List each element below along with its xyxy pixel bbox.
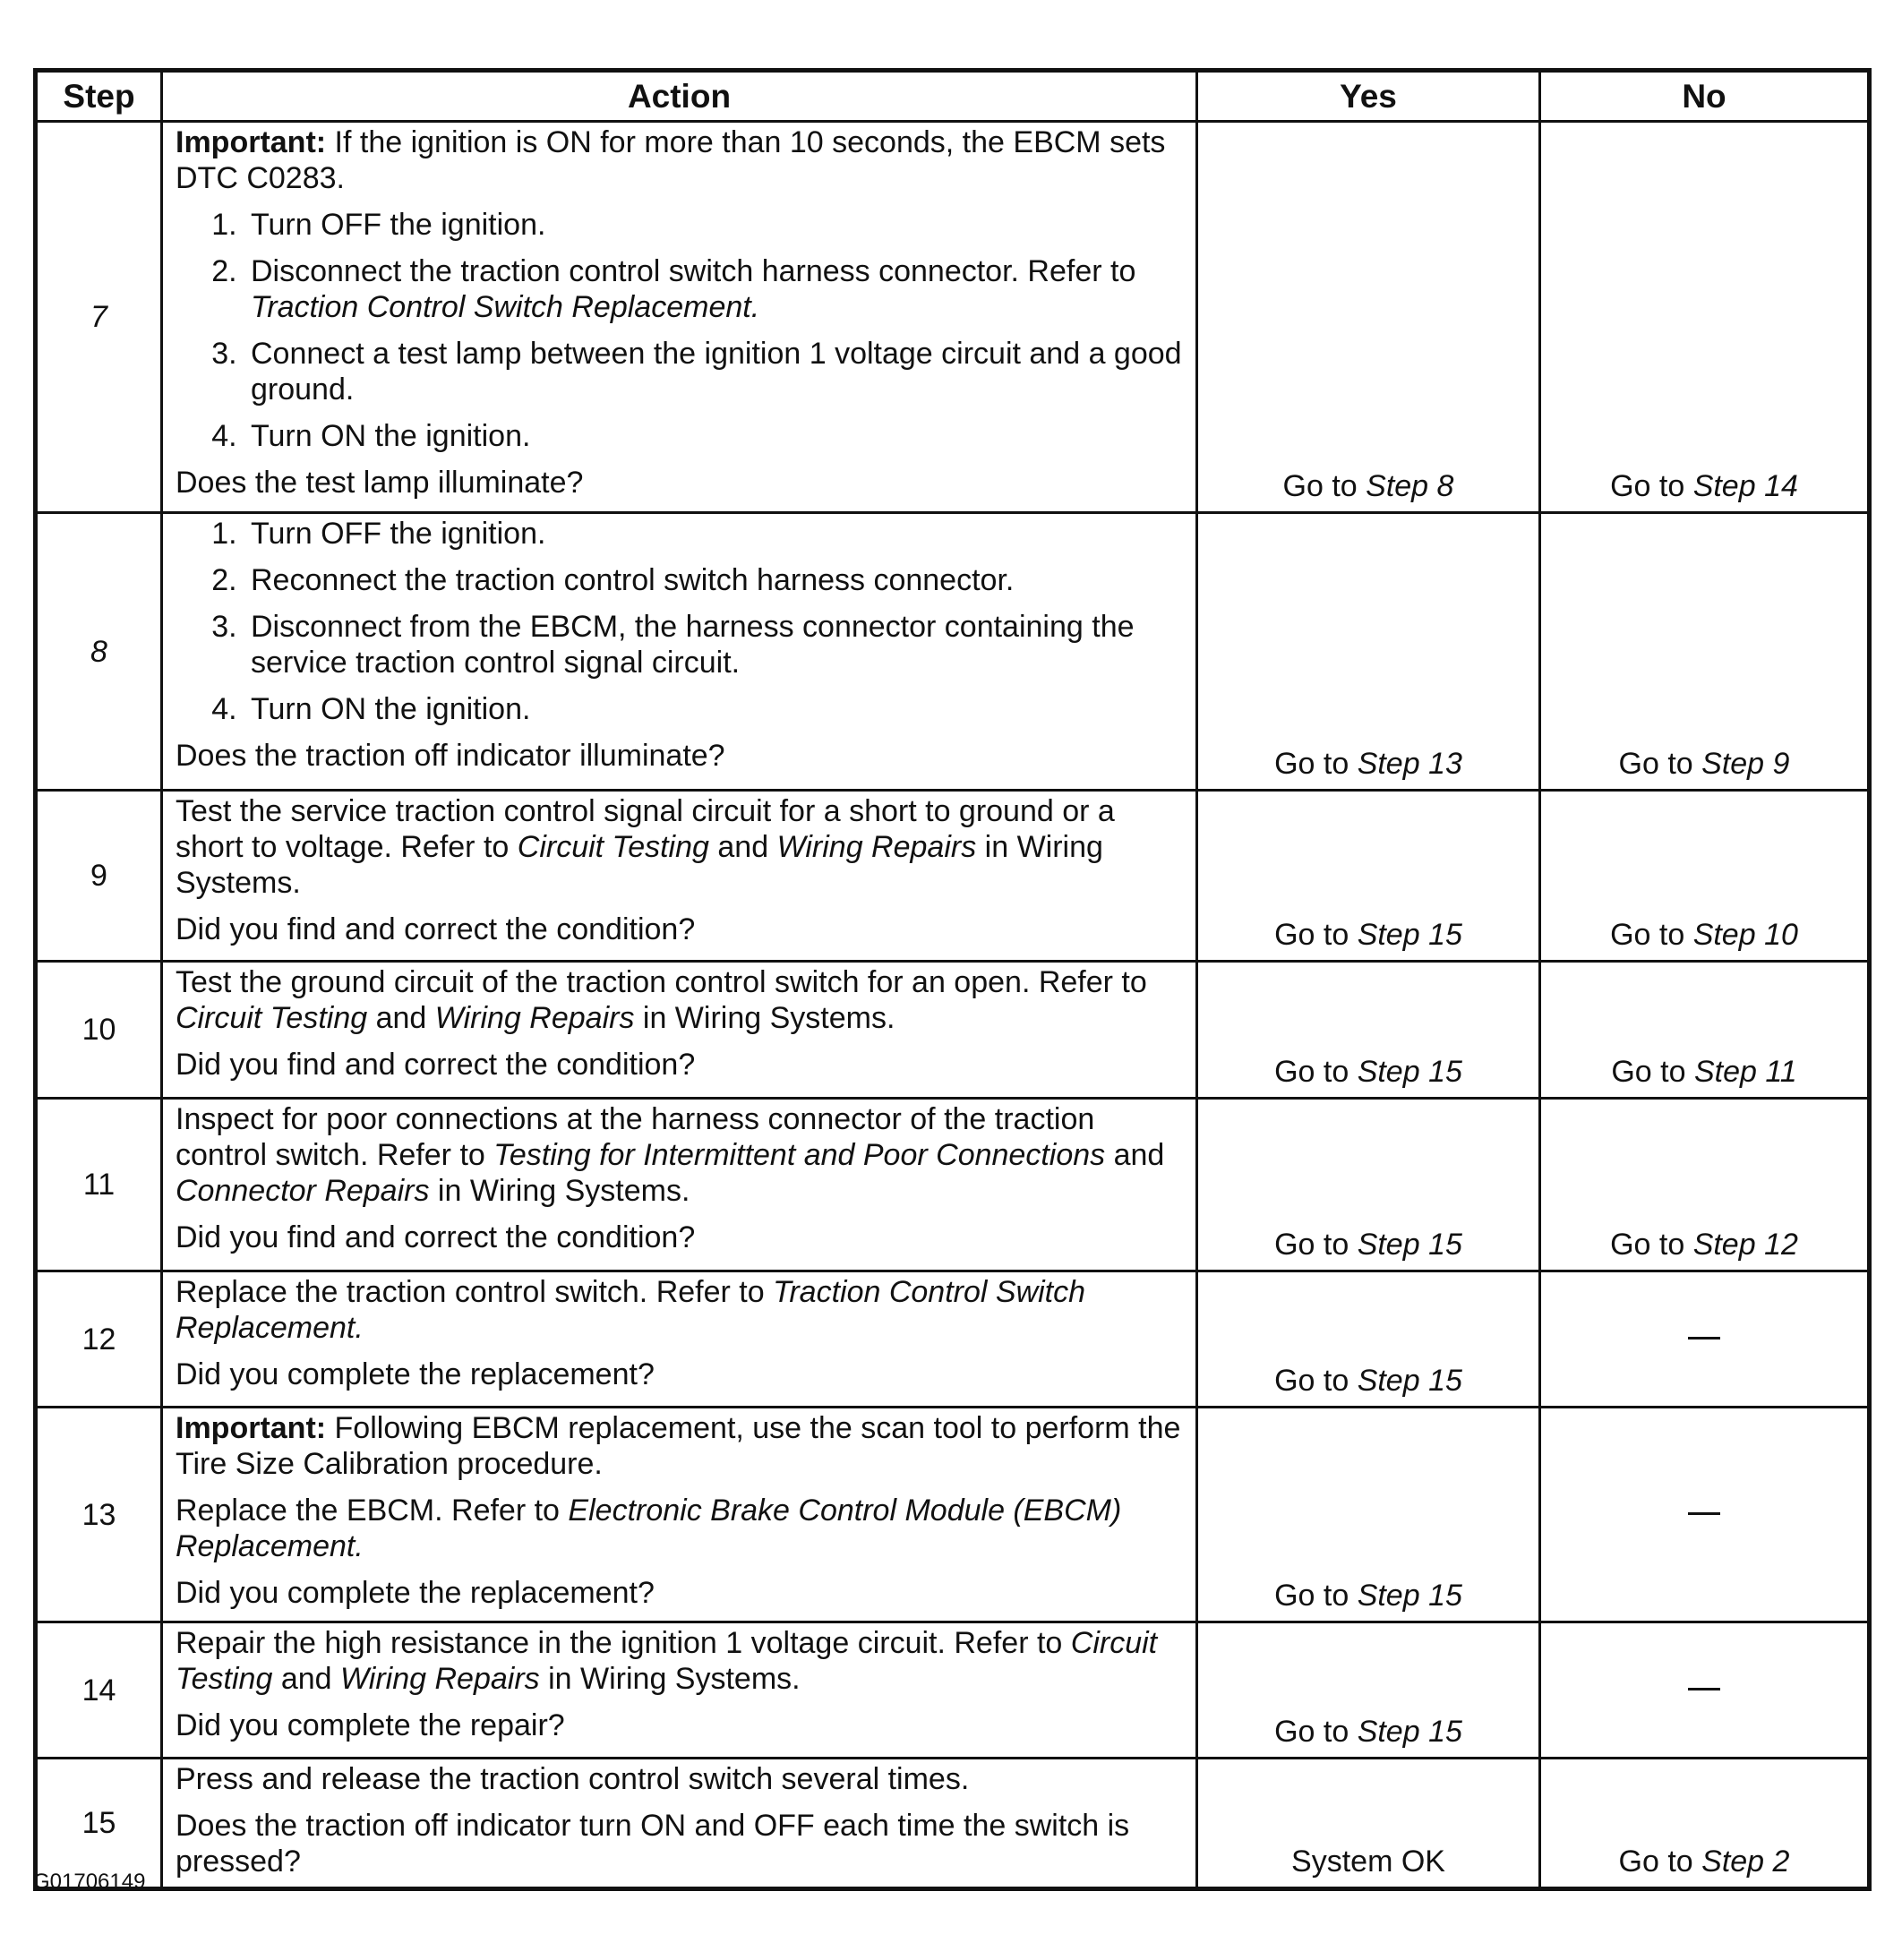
- procedure-list: [176, 516, 1183, 727]
- action-cell: [162, 791, 1197, 962]
- step-reference: Step 15: [1357, 918, 1462, 952]
- important-note: Important: If the ignition is ON for more than 10 seconds, the EBCM sets DTC C0283.: [176, 125, 1166, 195]
- step-number: 15: [36, 1759, 162, 1889]
- table-row: [36, 962, 1870, 1099]
- yes-cell: Go to Step 15: [1197, 1099, 1540, 1271]
- step-number: 12: [36, 1271, 162, 1408]
- reference-link: Wiring Repairs: [340, 1662, 540, 1696]
- header-row: [36, 71, 1870, 122]
- yes-cell: Go to Step 15: [1197, 791, 1540, 962]
- action-cell: [162, 1622, 1197, 1759]
- action-text: Replace the EBCM. Refer to Electronic Brake Control Module (EBCM) Replacement.: [176, 1494, 1122, 1563]
- action-text: Press and release the traction control switch several times.: [176, 1762, 970, 1796]
- action-cell: [162, 1759, 1197, 1889]
- list-item: 3. Disconnect from the EBCM, the harness connector containing the service traction control signal circuit.: [245, 609, 1183, 680]
- yes-cell: Go to Step 15: [1197, 1622, 1540, 1759]
- step-number: 14: [36, 1622, 162, 1759]
- reference-link: Testing for Intermittent and Poor Connections: [493, 1138, 1106, 1172]
- question: Did you complete the replacement?: [176, 1576, 655, 1610]
- procedure-list: [176, 207, 1183, 454]
- no-cell: Go to Step 12: [1540, 1099, 1870, 1271]
- figure-id: G01706149: [33, 1870, 146, 1894]
- question: Did you complete the replacement?: [176, 1357, 655, 1391]
- table-row: [36, 1759, 1870, 1889]
- header-action: Action: [162, 71, 1197, 122]
- reference-link: Electronic Brake Control Module (EBCM) Replacement.: [176, 1494, 1122, 1563]
- step-number: 8: [36, 513, 162, 791]
- reference-link: Circuit Testing: [176, 1626, 1158, 1696]
- no-cell: [1540, 1408, 1870, 1622]
- no-cell: [1540, 1622, 1870, 1759]
- step-reference: Step 8: [1366, 469, 1454, 503]
- list-item: 2. Disconnect the traction control switch harness connector. Refer to Traction Control Switch Replacement.: [245, 253, 1183, 325]
- reference-link: Traction Control Switch Replacement.: [251, 290, 760, 324]
- no-cell: Go to Step 11: [1540, 962, 1870, 1099]
- table-row: [36, 1271, 1870, 1408]
- action-cell: [162, 962, 1197, 1099]
- table-row: [36, 1622, 1870, 1759]
- reference-link: Traction Control Switch Replacement.: [176, 1275, 1086, 1345]
- step-reference: Step 2: [1701, 1844, 1790, 1879]
- step-number: 9: [36, 791, 162, 962]
- yes-cell: Go to Step 15: [1197, 1271, 1540, 1408]
- step-reference: Step 9: [1701, 747, 1790, 781]
- table-row: [36, 791, 1870, 962]
- action-text: Inspect for poor connections at the harness connector of the traction control switch. Refer to Testing for Intermittent and Poor Connections and Connector Repairs in Wiring Systems.: [176, 1102, 1165, 1208]
- list-item: 1. Turn OFF the ignition.: [245, 207, 1183, 243]
- reference-link: Connector Repairs: [176, 1174, 430, 1208]
- reference-link: Wiring Repairs: [776, 830, 977, 864]
- list-item: 4. Turn ON the ignition.: [245, 418, 1183, 454]
- step-reference: Step 10: [1692, 918, 1798, 952]
- dash-mark: [1688, 1512, 1720, 1515]
- important-label: Important:: [176, 1411, 327, 1445]
- list-item: 3. Connect a test lamp between the ignition 1 voltage circuit and a good ground.: [245, 336, 1183, 407]
- no-cell: Go to Step 9: [1540, 513, 1870, 791]
- question: Does the test lamp illuminate?: [176, 466, 584, 500]
- action-cell: [162, 513, 1197, 791]
- reference-link: Wiring Repairs: [434, 1001, 635, 1035]
- step-reference: Step 11: [1693, 1055, 1797, 1089]
- action-cell: [162, 1271, 1197, 1408]
- question: Did you find and correct the condition?: [176, 1048, 696, 1082]
- table-row: [36, 122, 1870, 513]
- action-cell: [162, 1408, 1197, 1622]
- diagnostic-table: [33, 68, 1872, 1891]
- action-cell: [162, 122, 1197, 513]
- important-label: Important:: [176, 125, 327, 159]
- reference-link: Circuit Testing: [176, 1001, 368, 1035]
- dash-mark: [1688, 1688, 1720, 1690]
- step-reference: Step 15: [1357, 1055, 1462, 1089]
- no-cell: [1540, 1271, 1870, 1408]
- question: Did you find and correct the condition?: [176, 1220, 696, 1254]
- yes-cell: Go to Step 15: [1197, 1408, 1540, 1622]
- table-row: [36, 513, 1870, 791]
- step-number: 11: [36, 1099, 162, 1271]
- step-number: 13: [36, 1408, 162, 1622]
- step-number: 7: [36, 122, 162, 513]
- important-note: Important: Following EBCM replacement, use the scan tool to perform the Tire Size Calibration procedure.: [176, 1411, 1181, 1481]
- action-text: Test the service traction control signal circuit for a short to ground or a short to voltage. Refer to Circuit Testing and Wiring Repairs in Wiring Systems.: [176, 794, 1115, 900]
- list-item: 4. Turn ON the ignition.: [245, 691, 1183, 727]
- no-cell: Go to Step 14: [1540, 122, 1870, 513]
- reference-link: Circuit Testing: [517, 830, 709, 864]
- action-text: Repair the high resistance in the ignition 1 voltage circuit. Refer to Circuit Testing and Wiring Repairs in Wiring Systems.: [176, 1626, 1158, 1696]
- step-reference: Step 15: [1357, 1228, 1462, 1262]
- question: Did you complete the repair?: [176, 1708, 565, 1742]
- step-number: 10: [36, 962, 162, 1099]
- header-no: No: [1540, 71, 1870, 122]
- yes-cell: Go to Step 8: [1197, 122, 1540, 513]
- question: Did you find and correct the condition?: [176, 912, 696, 946]
- step-reference: Step 14: [1692, 469, 1798, 503]
- no-cell: Go to Step 2: [1540, 1759, 1870, 1889]
- step-reference: Step 15: [1357, 1364, 1462, 1398]
- step-reference: Step 13: [1357, 747, 1462, 781]
- question: Does the traction off indicator turn ON and OFF each time the switch is pressed?: [176, 1809, 1130, 1879]
- action-text: Replace the traction control switch. Refer to Traction Control Switch Replacement.: [176, 1275, 1086, 1345]
- table-row: [36, 1408, 1870, 1622]
- step-reference: Step 15: [1357, 1579, 1462, 1613]
- yes-cell: Go to Step 15: [1197, 962, 1540, 1099]
- dash-mark: [1688, 1337, 1720, 1339]
- yes-cell: System OK: [1197, 1759, 1540, 1889]
- question: Does the traction off indicator illuminate?: [176, 739, 725, 773]
- yes-cell: Go to Step 13: [1197, 513, 1540, 791]
- header-yes: Yes: [1197, 71, 1540, 122]
- action-cell: [162, 1099, 1197, 1271]
- list-item: 1. Turn OFF the ignition.: [245, 516, 1183, 552]
- list-item: 2. Reconnect the traction control switch harness connector.: [245, 562, 1183, 598]
- table-row: [36, 1099, 1870, 1271]
- no-cell: Go to Step 10: [1540, 791, 1870, 962]
- step-reference: Step 12: [1692, 1228, 1798, 1262]
- header-step: Step: [36, 71, 162, 122]
- action-text: Test the ground circuit of the traction control switch for an open. Refer to Circuit Testing and Wiring Repairs in Wiring Systems.: [176, 965, 1147, 1035]
- step-reference: Step 15: [1357, 1715, 1462, 1749]
